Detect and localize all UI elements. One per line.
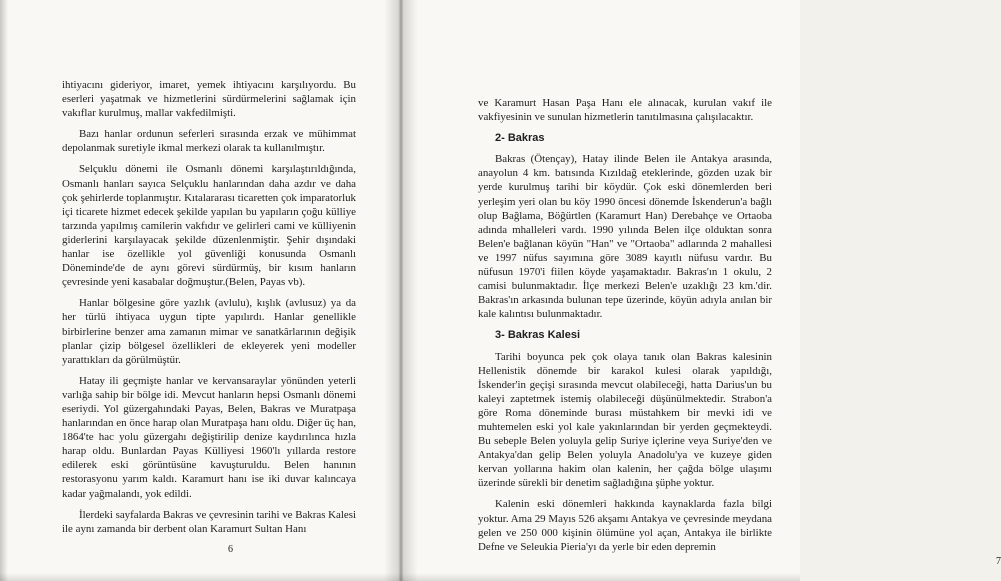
left-text-column <box>62 78 356 543</box>
paragraph: Bakras (Ötençay), Hatay ilinde Belen ile Antakya arasında, anayolun 4 km. batısında Kızıldağ eteklerinde, gözden uzak bir yerde kurulmuş tarihi bir köydür. Çok eski dönemlerden beri yerleşim yeri olan bu köy 1990 öncesi dönemde İskenderun'a bağlı olup Bağlama, Böğürtlen (Karamurt Han) Derebahçe ve Ortaoba adında mhalleleri vardı. 1990 yılında Belen ilçe olduktan sonra Belen'e bağlanan köyün "Han" ve "Ortaoba" adlarında 2 mahallesi ve 1997 nüfus sayımına göre 3089 kayıtlı nüfusu vardır. Bu nüfusun 1970'i fiilen köyde yaşamaktadır. Bakras'ın 1 okulu, 2 camisi bulunmaktadır. İlçe merkezi Belen'e uzaklığı 23 km.'dir. Bakras'ın arkasında bulunan tepe üzerinde, köyün adıyla anılan bir kale kalıntısı bulunmaktadır. <box>478 153 772 321</box>
section-heading: 2- Bakras <box>495 132 545 145</box>
paragraph: ihtiyacını gideriyor, imaret, yemek ihtiyacını karşılıyordu. Bu eserleri yaşatmak ve hizmetlerini sürdürmelerini sağlamak için vakıflar kurulmuş, mallar vakfedilmişti. <box>62 79 356 120</box>
paragraph: Tarihi boyunca pek çok olaya tanık olan Bakras kalesinin Hellenistik dönemde bir karakol kulesi olarak yapıldığı, İskender'in geçişi sırasında mevcut olabileceği, hatta Darius'un bu kaleyi zaptetmek istemiş olabileceği düşünülmektedir. Strabon'a göre Roma döneminde burası müstahkem bir mevki idi ve muhtemelen eski yol kale yakınlarından bir yerden geçmekteydi. Bu sebeple Belen yoluyla gelip Suriye içlerine veya Suriye'den ve Antakya'dan gelip Belen yoluyla Anadolu'ya ve kuzeye giden kervan yollarına hakim olan kalenin, her çağda bölge ulaşımı üzerinde sürekli bir denetim sağladığına şüphe yoktur. <box>478 350 772 490</box>
bottom-shadow <box>0 573 800 581</box>
paragraph: Hatay ili geçmişte hanlar ve kervansaraylar yönünden yeterli varlığa sahip bir bölge idi. Mevcut hanların hepsi Osmanlı dönemi eseriydi. Yol güzergahındaki Payas, Belen, Bakras ve Muratpaşa hanlarından en önce harap olan Muratpaşa hanı oldu. Diğer üç han, 1864'te hac yolu güzergahı değiştirilip denize kaydırılınca hızla harap oldu. Bunlardan Payas Külliyesi 1960'lı yıllarda restore edilerek eski görüntüsüne kavuşturuldu. Belen hanının restorasyonu yarım kaldı. Karamurt hanı ise iki duvar kalıncaya kadar yağmalandı, yok edildi. <box>62 374 356 500</box>
paragraph: Bazı hanlar ordunun seferleri sırasında erzak ve mühimmat depolanmak suretiyle ikmal merkezi olarak ta kullanılmıştır. <box>62 128 356 155</box>
section-heading: 3- Bakras Kalesi <box>495 329 580 342</box>
right-text-column <box>478 96 772 561</box>
paragraph: İlerdeki sayfalarda Bakras ve çevresinin tarihi ve Bakras Kalesi ile aynı zamanda bir derbent olan Karamurt Sultan Hanı <box>62 508 356 535</box>
page-edge-shadow <box>0 0 8 581</box>
paragraph: Kalenin eski dönemleri hakkında kaynaklarda fazla bilgi yoktur. Ama 29 Mayıs 526 akşamı Antakya ve çevresinde meydana gelen ve 250 000 kişinin ölümüne yol açan, Antakya ile birlikte Defne ve Seleukia Pieria'yı da yerle bir eden depremin <box>478 498 772 553</box>
paragraph: Hanlar bölgesine göre yazlık (avlulu), kışlık (avlusuz) ya da her türlü ihtiyaca uygun tipte yapılırdı. Hanlar genellikle birbirlerine benzer ama zamanın mimar ve sanatkârlarının değişik planlar çizip bölgesel özellikleri de ekleyerek yeni modeller yarattıkları da görülmüştür. <box>62 297 356 366</box>
right-page <box>400 0 1001 581</box>
book-gutter <box>384 0 418 581</box>
page-number: 6 <box>228 544 233 555</box>
paragraph: ve Karamurt Hasan Paşa Hanı ele alınacak, kurulan vakıf ile vakfiyesinin ve sunulan hizmetlerin tanıtılmasına çalışılacaktır. <box>478 97 772 124</box>
page-number: 7 <box>996 556 1001 567</box>
left-page <box>0 0 400 581</box>
paragraph: Selçuklu dönemi ile Osmanlı dönemi karşılaştırıldığında, Osmanlı hanları sayıca Selçuklu hanlarından daha azdır ve daha çok şehirlerde toplanmıştır. Kıtalararası ticaretten çok imparatorluk içi ticarete hizmet edecek şekilde yapılan bu yapıların çoğu külliye tarzında yapılmış camilerin vakfıdır ve gelirleri cami ve külliyenin giderlerini karşılayacak şekilde düzenlenmiştir. Şehir dışındaki hanlar ise özellikle yol güvenliği konusunda Osmanlı Döneminde'de de aynı görevi sürdürmüş, bir kısım hanların çevresinde yeni kasabalar doğmuştur.(Belen, Payas vb). <box>62 163 356 289</box>
